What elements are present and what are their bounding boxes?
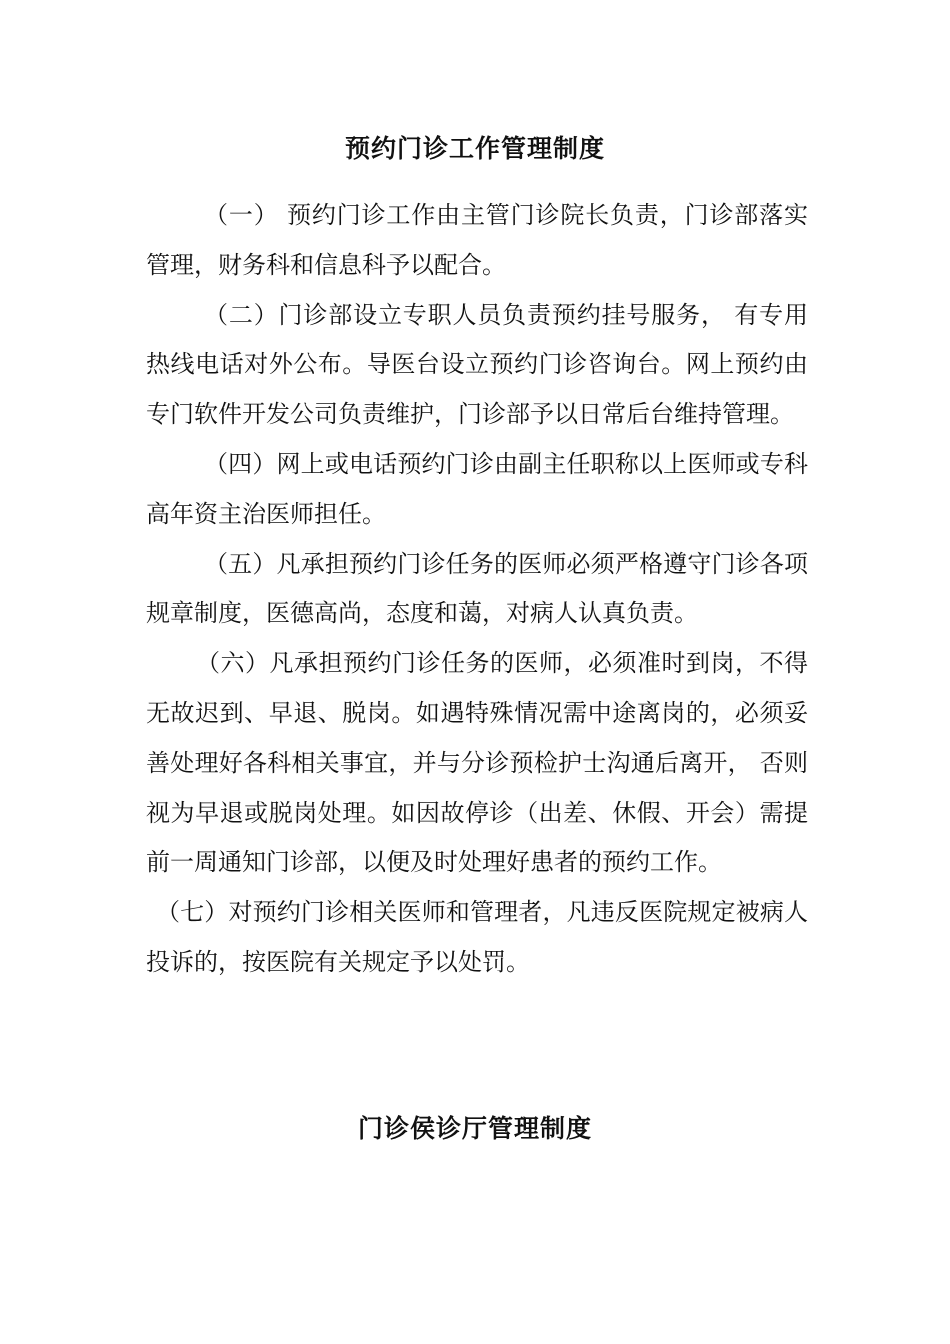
document-title-waiting-hall: 门诊侯诊厅管理制度 xyxy=(357,1114,592,1143)
paragraph-4: （四）网上或电话预约门诊由副主任职称以上医师或专科高年资主治医师担任。 xyxy=(146,449,808,528)
document-title-appointment-clinic: 预约门诊工作管理制度 xyxy=(344,134,605,163)
document-body xyxy=(146,191,808,988)
paragraph-5: （五）凡承担预约门诊任务的医师必须严格遵守门诊各项规章制度，医德高尚，态度和蔼，对病人认真负责。 xyxy=(146,549,808,628)
paragraph-1: （一） 预约门诊工作由主管门诊院长负责，门诊部落实管理，财务科和信息科予以配合。 xyxy=(146,201,808,279)
paragraph-6: （六）凡承担预约门诊任务的医师，必须准时到岗，不得无故迟到、早退、脱岗。如遇特殊情况需中途离岗的，必须妥善处理好各科相关事宜，并与分诊预检护士沟通后离开， 否则视为早退或脱岗处理。如因故停诊（出差、休假、开会）需提前一周通知门诊部，以便及时处理好患者的预约工作。 xyxy=(146,649,808,877)
paragraph-7: （七）对预约门诊相关医师和管理者，凡违反医院规定被病人投诉的，按医院有关规定予以处罚。 xyxy=(146,898,808,976)
paragraph-2: （二）门诊部设立专职人员负责预约挂号服务， 有专用热线电话对外公布。导医台设立预约门诊咨询台。网上预约由专门软件开发公司负责维护，门诊部予以日常后台维持管理。 xyxy=(146,300,808,429)
